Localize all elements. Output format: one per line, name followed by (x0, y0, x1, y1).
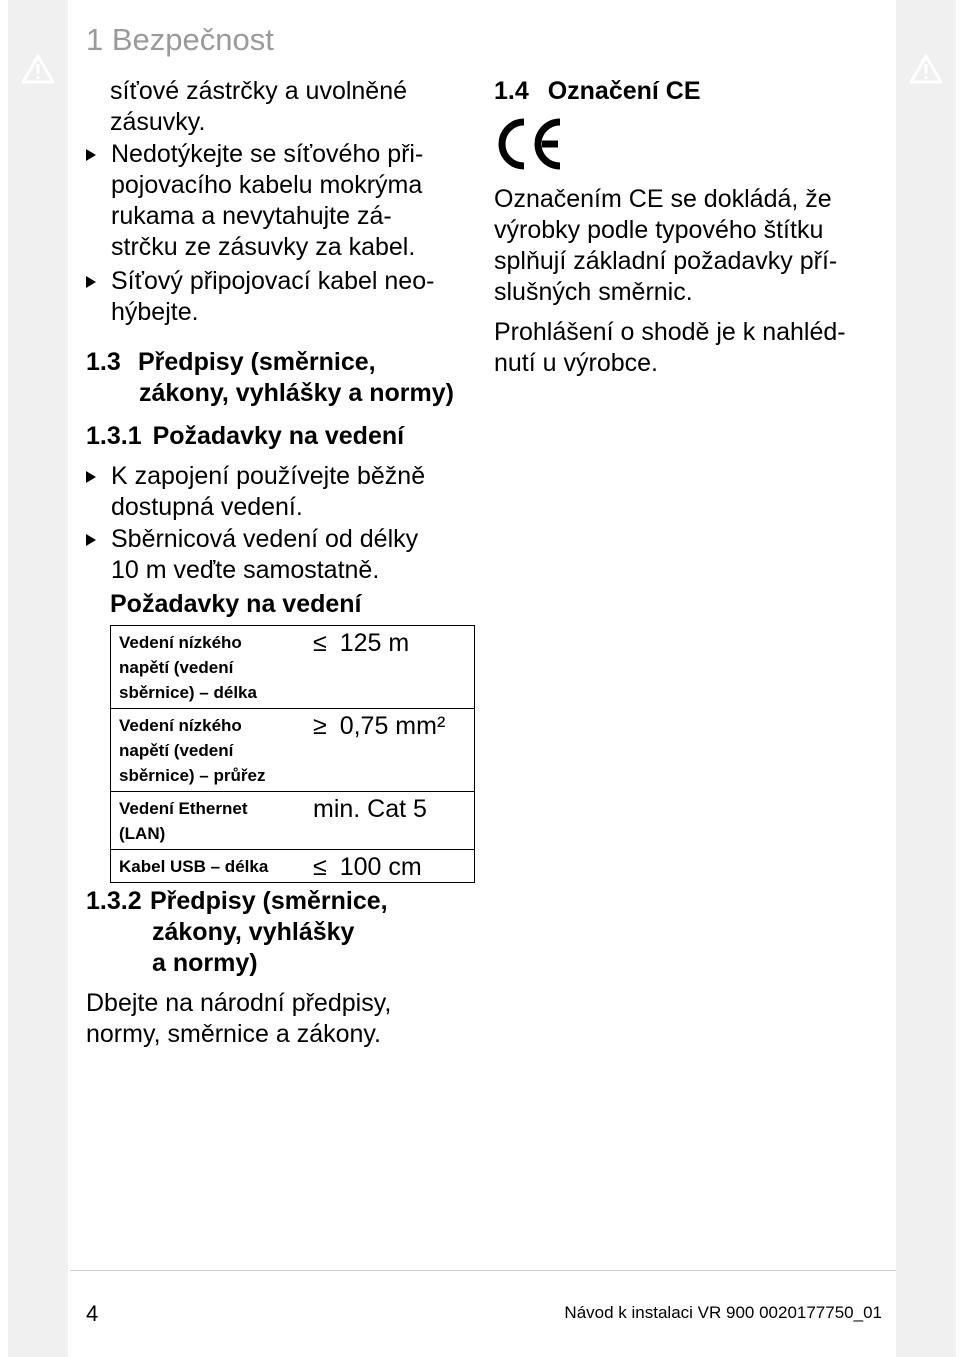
comparison-symbol: ≥ (313, 712, 327, 740)
value-text: 125 m (339, 629, 410, 657)
table-row (111, 850, 475, 883)
table-cell-value (305, 792, 475, 850)
paragraph-line: slušných směrnic. (494, 278, 693, 306)
comparison-symbol: ≤ (313, 629, 327, 657)
bullet-line: Sběrnicová vedení od délky (111, 525, 419, 553)
ce-mark-icon (494, 116, 566, 172)
bullet-line: K zapojení používejte běžně (111, 462, 426, 490)
label-line: sběrnice) – průřez (119, 766, 266, 785)
value-text: min. Cat 5 (313, 795, 427, 823)
left-margin-strip (8, 0, 68, 1357)
document-reference: Návod k instalaci VR 900 0020177750_01 (564, 1303, 882, 1322)
bullet-triangle-icon (86, 534, 96, 546)
section-number: 1.3 (86, 348, 121, 376)
value-text: 100 cm (339, 853, 422, 881)
label-line: Vedení nízkého (119, 633, 242, 652)
table-row (111, 792, 475, 850)
table-cell-value (305, 709, 475, 792)
bullet-triangle-icon (86, 471, 96, 483)
table-cell-label (111, 792, 306, 850)
table-row (111, 709, 475, 792)
warning-triangle-icon (21, 54, 55, 84)
footer-divider (70, 1270, 896, 1271)
bullet-line: strčku ze zásuvky za kabel. (111, 233, 416, 261)
closing-line: normy, směrnice a zákony. (86, 1020, 382, 1048)
label-line: napětí (vedení (119, 741, 234, 760)
section-title-line: zákony, vyhlášky a normy) (139, 379, 454, 407)
bullet-line: pojovacího kabelu mokrýma (111, 171, 423, 199)
value-text: 0,75 mm² (339, 712, 446, 740)
requirements-table (110, 625, 475, 883)
label-line: Vedení Ethernet (119, 799, 248, 818)
paragraph-line: Prohlášení o shodě je k nahléd- (494, 318, 846, 346)
label-line: Vedení nízkého (119, 716, 242, 735)
paragraph-line: Označením CE se dokládá, že (494, 185, 832, 213)
closing-text (86, 988, 391, 1050)
intro-text (110, 76, 407, 138)
ce-paragraph (494, 184, 837, 308)
right-margin-strip (896, 0, 956, 1357)
table-row (111, 626, 475, 709)
section-heading-1-3-1 (86, 421, 404, 452)
section-title: Označení CE (547, 77, 701, 105)
label-line: Kabel USB – délka (119, 857, 269, 876)
table-cell-value (305, 626, 475, 709)
label-line: (LAN) (119, 824, 166, 843)
section-title-line: zákony, vyhlášky (152, 918, 355, 946)
section-title-line: a normy) (152, 949, 258, 977)
intro-line: síťové zástrčky a uvolněné (110, 77, 408, 105)
paragraph-line: splňují základní požadavky pří- (494, 247, 838, 275)
closing-line: Dbejte na národní předpisy, (86, 989, 392, 1017)
table-cell-label (111, 850, 306, 883)
bullet-line: Síťový připojovací kabel neo- (111, 267, 435, 295)
comparison-symbol: ≤ (313, 853, 327, 881)
paragraph-line: výrobky podle typového štítku (494, 216, 824, 244)
page-header-title: 1 Bezpečnost (86, 22, 274, 57)
label-line: sběrnice) – délka (119, 683, 257, 702)
label-line: napětí (vedení (119, 658, 234, 677)
page-number: 4 (86, 1301, 99, 1326)
bullet-line: 10 m veďte samostatně. (111, 556, 380, 584)
bullet-line: rukama a nevytahujte zá- (111, 202, 392, 230)
table-title: Požadavky na vedení (110, 590, 362, 618)
bullet-triangle-icon (86, 149, 96, 161)
declaration-text (494, 317, 846, 379)
bullet-line: dostupná vedení. (111, 493, 303, 521)
warning-triangle-icon (909, 54, 943, 84)
section-title-line: Předpisy (směrnice, (150, 887, 388, 915)
section-title-line: Předpisy (směrnice, (138, 348, 376, 376)
section-title: Požadavky na vedení (152, 422, 405, 450)
section-number: 1.3.2 (86, 887, 142, 915)
table-cell-label (111, 709, 306, 792)
paragraph-line: nutí u výrobce. (494, 349, 658, 377)
section-heading-1-4 (494, 76, 701, 107)
section-number: 1.4 (494, 77, 529, 105)
bullet-line: Nedotýkejte se síťového při- (111, 140, 424, 168)
intro-line: zásuvky. (110, 108, 206, 136)
table-cell-label (111, 626, 306, 709)
bullet-line: hýbejte. (111, 298, 199, 326)
bullet-triangle-icon (86, 276, 96, 288)
section-number: 1.3.1 (86, 422, 142, 450)
table-cell-value (305, 850, 475, 883)
